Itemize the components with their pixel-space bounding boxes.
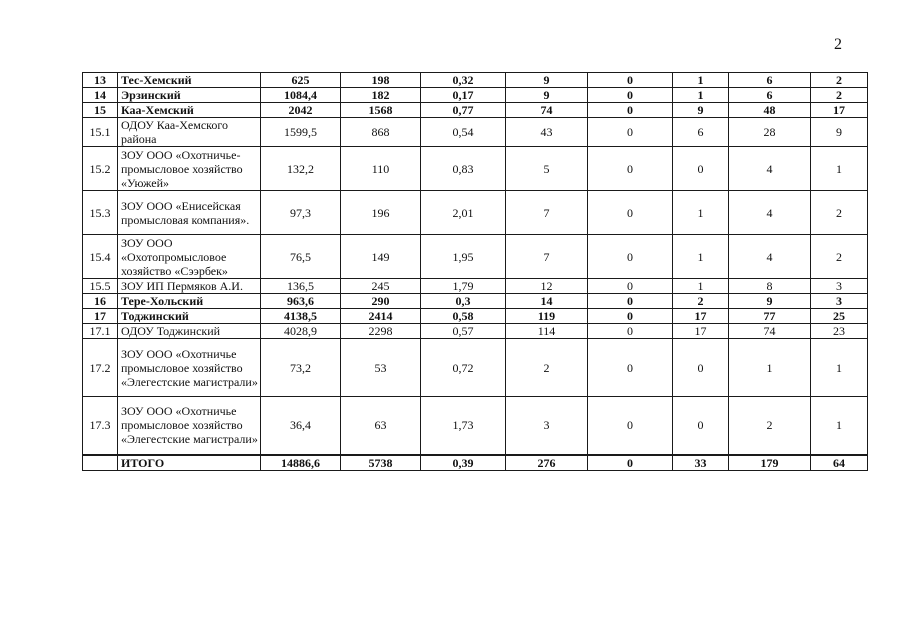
value-cell-5: 0 (588, 103, 673, 118)
value-cell-4: 276 (506, 455, 588, 471)
table-row (83, 339, 868, 397)
value-cell-5: 0 (588, 324, 673, 339)
value-cell-1: 1084,4 (261, 88, 341, 103)
row-number-cell: 17.1 (83, 324, 118, 339)
value-cell-7: 1 (729, 339, 811, 397)
value-cell-7: 48 (729, 103, 811, 118)
value-cell-3: 1,79 (421, 279, 506, 294)
name-cell: Тоджинский (118, 309, 261, 324)
value-cell-7: 28 (729, 118, 811, 147)
value-cell-6: 0 (673, 147, 729, 191)
value-cell-8: 2 (811, 191, 868, 235)
name-cell: ЗОУ ООО «Охотопромысловое хозяйство «Сээрбек» (118, 235, 261, 279)
value-cell-3: 0,39 (421, 455, 506, 471)
value-cell-4: 14 (506, 294, 588, 309)
value-cell-4: 3 (506, 397, 588, 455)
value-cell-2: 149 (341, 235, 421, 279)
value-cell-7: 4 (729, 147, 811, 191)
value-cell-3: 0,57 (421, 324, 506, 339)
table-total-row (83, 455, 868, 471)
name-cell: ЗОУ ИП Пермяков А.И. (118, 279, 261, 294)
value-cell-4: 7 (506, 191, 588, 235)
value-cell-2: 1568 (341, 103, 421, 118)
value-cell-8: 17 (811, 103, 868, 118)
value-cell-5: 0 (588, 147, 673, 191)
value-cell-4: 12 (506, 279, 588, 294)
value-cell-6: 1 (673, 235, 729, 279)
row-number-cell: 16 (83, 294, 118, 309)
row-number-cell: 13 (83, 73, 118, 88)
value-cell-4: 119 (506, 309, 588, 324)
row-number-cell: 15.1 (83, 118, 118, 147)
value-cell-5: 0 (588, 339, 673, 397)
table-row (83, 118, 868, 147)
value-cell-3: 2,01 (421, 191, 506, 235)
value-cell-7: 8 (729, 279, 811, 294)
value-cell-8: 3 (811, 279, 868, 294)
value-cell-8: 2 (811, 235, 868, 279)
value-cell-2: 198 (341, 73, 421, 88)
value-cell-5: 0 (588, 118, 673, 147)
table-row (83, 279, 868, 294)
table-row (83, 73, 868, 88)
value-cell-1: 1599,5 (261, 118, 341, 147)
value-cell-8: 23 (811, 324, 868, 339)
value-cell-6: 1 (673, 191, 729, 235)
value-cell-1: 2042 (261, 103, 341, 118)
value-cell-2: 5738 (341, 455, 421, 471)
value-cell-5: 0 (588, 279, 673, 294)
value-cell-1: 36,4 (261, 397, 341, 455)
value-cell-6: 1 (673, 279, 729, 294)
value-cell-7: 2 (729, 397, 811, 455)
value-cell-3: 0,77 (421, 103, 506, 118)
value-cell-1: 963,6 (261, 294, 341, 309)
value-cell-6: 6 (673, 118, 729, 147)
value-cell-4: 114 (506, 324, 588, 339)
value-cell-4: 9 (506, 73, 588, 88)
row-number-cell: 15.3 (83, 191, 118, 235)
value-cell-5: 0 (588, 309, 673, 324)
value-cell-2: 63 (341, 397, 421, 455)
value-cell-2: 182 (341, 88, 421, 103)
value-cell-3: 0,58 (421, 309, 506, 324)
value-cell-8: 2 (811, 88, 868, 103)
value-cell-4: 5 (506, 147, 588, 191)
value-cell-3: 1,73 (421, 397, 506, 455)
table-row (83, 324, 868, 339)
value-cell-1: 625 (261, 73, 341, 88)
name-cell: Тере-Хольский (118, 294, 261, 309)
table-row (83, 147, 868, 191)
value-cell-8: 1 (811, 339, 868, 397)
value-cell-1: 76,5 (261, 235, 341, 279)
value-cell-4: 2 (506, 339, 588, 397)
row-number-cell: 15 (83, 103, 118, 118)
value-cell-1: 97,3 (261, 191, 341, 235)
value-cell-8: 64 (811, 455, 868, 471)
name-cell: ЗОУ ООО «Охотничье промысловое хозяйство «Элегестские магистрали» (118, 397, 261, 455)
row-number-cell: 17.2 (83, 339, 118, 397)
value-cell-3: 1,95 (421, 235, 506, 279)
value-cell-8: 1 (811, 397, 868, 455)
value-cell-3: 0,3 (421, 294, 506, 309)
value-cell-1: 73,2 (261, 339, 341, 397)
value-cell-5: 0 (588, 191, 673, 235)
value-cell-7: 77 (729, 309, 811, 324)
value-cell-6: 2 (673, 294, 729, 309)
value-cell-5: 0 (588, 294, 673, 309)
name-cell: Эрзинский (118, 88, 261, 103)
value-cell-8: 2 (811, 73, 868, 88)
value-cell-2: 290 (341, 294, 421, 309)
value-cell-6: 0 (673, 397, 729, 455)
value-cell-7: 9 (729, 294, 811, 309)
value-cell-6: 17 (673, 309, 729, 324)
value-cell-1: 14886,6 (261, 455, 341, 471)
value-cell-4: 7 (506, 235, 588, 279)
value-cell-3: 0,17 (421, 88, 506, 103)
value-cell-1: 136,5 (261, 279, 341, 294)
row-number-cell: 14 (83, 88, 118, 103)
name-cell: ЗОУ ООО «Охотничье промысловое хозяйство «Элегестские магистрали» (118, 339, 261, 397)
table-row (83, 103, 868, 118)
name-cell: ЗОУ ООО «Охотничье-промысловое хозяйство «Уюжей» (118, 147, 261, 191)
value-cell-5: 0 (588, 235, 673, 279)
value-cell-6: 9 (673, 103, 729, 118)
value-cell-8: 3 (811, 294, 868, 309)
value-cell-7: 4 (729, 235, 811, 279)
value-cell-1: 4138,5 (261, 309, 341, 324)
table-row (83, 309, 868, 324)
value-cell-7: 74 (729, 324, 811, 339)
row-number-cell: 17 (83, 309, 118, 324)
value-cell-3: 0,32 (421, 73, 506, 88)
row-number-cell (83, 455, 118, 471)
value-cell-4: 9 (506, 88, 588, 103)
table-row (83, 235, 868, 279)
value-cell-3: 0,54 (421, 118, 506, 147)
table-body (83, 73, 868, 471)
value-cell-7: 6 (729, 88, 811, 103)
name-cell: Каа-Хемский (118, 103, 261, 118)
value-cell-6: 33 (673, 455, 729, 471)
value-cell-4: 74 (506, 103, 588, 118)
table-row (83, 294, 868, 309)
value-cell-2: 245 (341, 279, 421, 294)
name-cell: ЗОУ ООО «Енисейская промысловая компания». (118, 191, 261, 235)
value-cell-6: 17 (673, 324, 729, 339)
value-cell-6: 1 (673, 88, 729, 103)
value-cell-3: 0,72 (421, 339, 506, 397)
page-number: 2 (834, 36, 842, 53)
value-cell-7: 179 (729, 455, 811, 471)
row-number-cell: 15.4 (83, 235, 118, 279)
table-row (83, 191, 868, 235)
name-cell: ИТОГО (118, 455, 261, 471)
value-cell-2: 110 (341, 147, 421, 191)
value-cell-5: 0 (588, 397, 673, 455)
row-number-cell: 15.2 (83, 147, 118, 191)
value-cell-8: 9 (811, 118, 868, 147)
value-cell-1: 132,2 (261, 147, 341, 191)
value-cell-5: 0 (588, 73, 673, 88)
value-cell-8: 1 (811, 147, 868, 191)
name-cell: ОДОУ Тоджинский (118, 324, 261, 339)
row-number-cell: 17.3 (83, 397, 118, 455)
row-number-cell: 15.5 (83, 279, 118, 294)
value-cell-3: 0,83 (421, 147, 506, 191)
value-cell-2: 53 (341, 339, 421, 397)
value-cell-4: 43 (506, 118, 588, 147)
name-cell: Тес-Хемский (118, 73, 261, 88)
value-cell-7: 4 (729, 191, 811, 235)
value-cell-2: 196 (341, 191, 421, 235)
table-row (83, 88, 868, 103)
value-cell-1: 4028,9 (261, 324, 341, 339)
value-cell-6: 1 (673, 73, 729, 88)
value-cell-2: 868 (341, 118, 421, 147)
value-cell-5: 0 (588, 88, 673, 103)
value-cell-2: 2414 (341, 309, 421, 324)
hunting-data-table (82, 72, 868, 471)
value-cell-7: 6 (729, 73, 811, 88)
table-row (83, 397, 868, 455)
value-cell-2: 2298 (341, 324, 421, 339)
value-cell-8: 25 (811, 309, 868, 324)
value-cell-5: 0 (588, 455, 673, 471)
name-cell: ОДОУ Каа-Хемского района (118, 118, 261, 147)
value-cell-6: 0 (673, 339, 729, 397)
